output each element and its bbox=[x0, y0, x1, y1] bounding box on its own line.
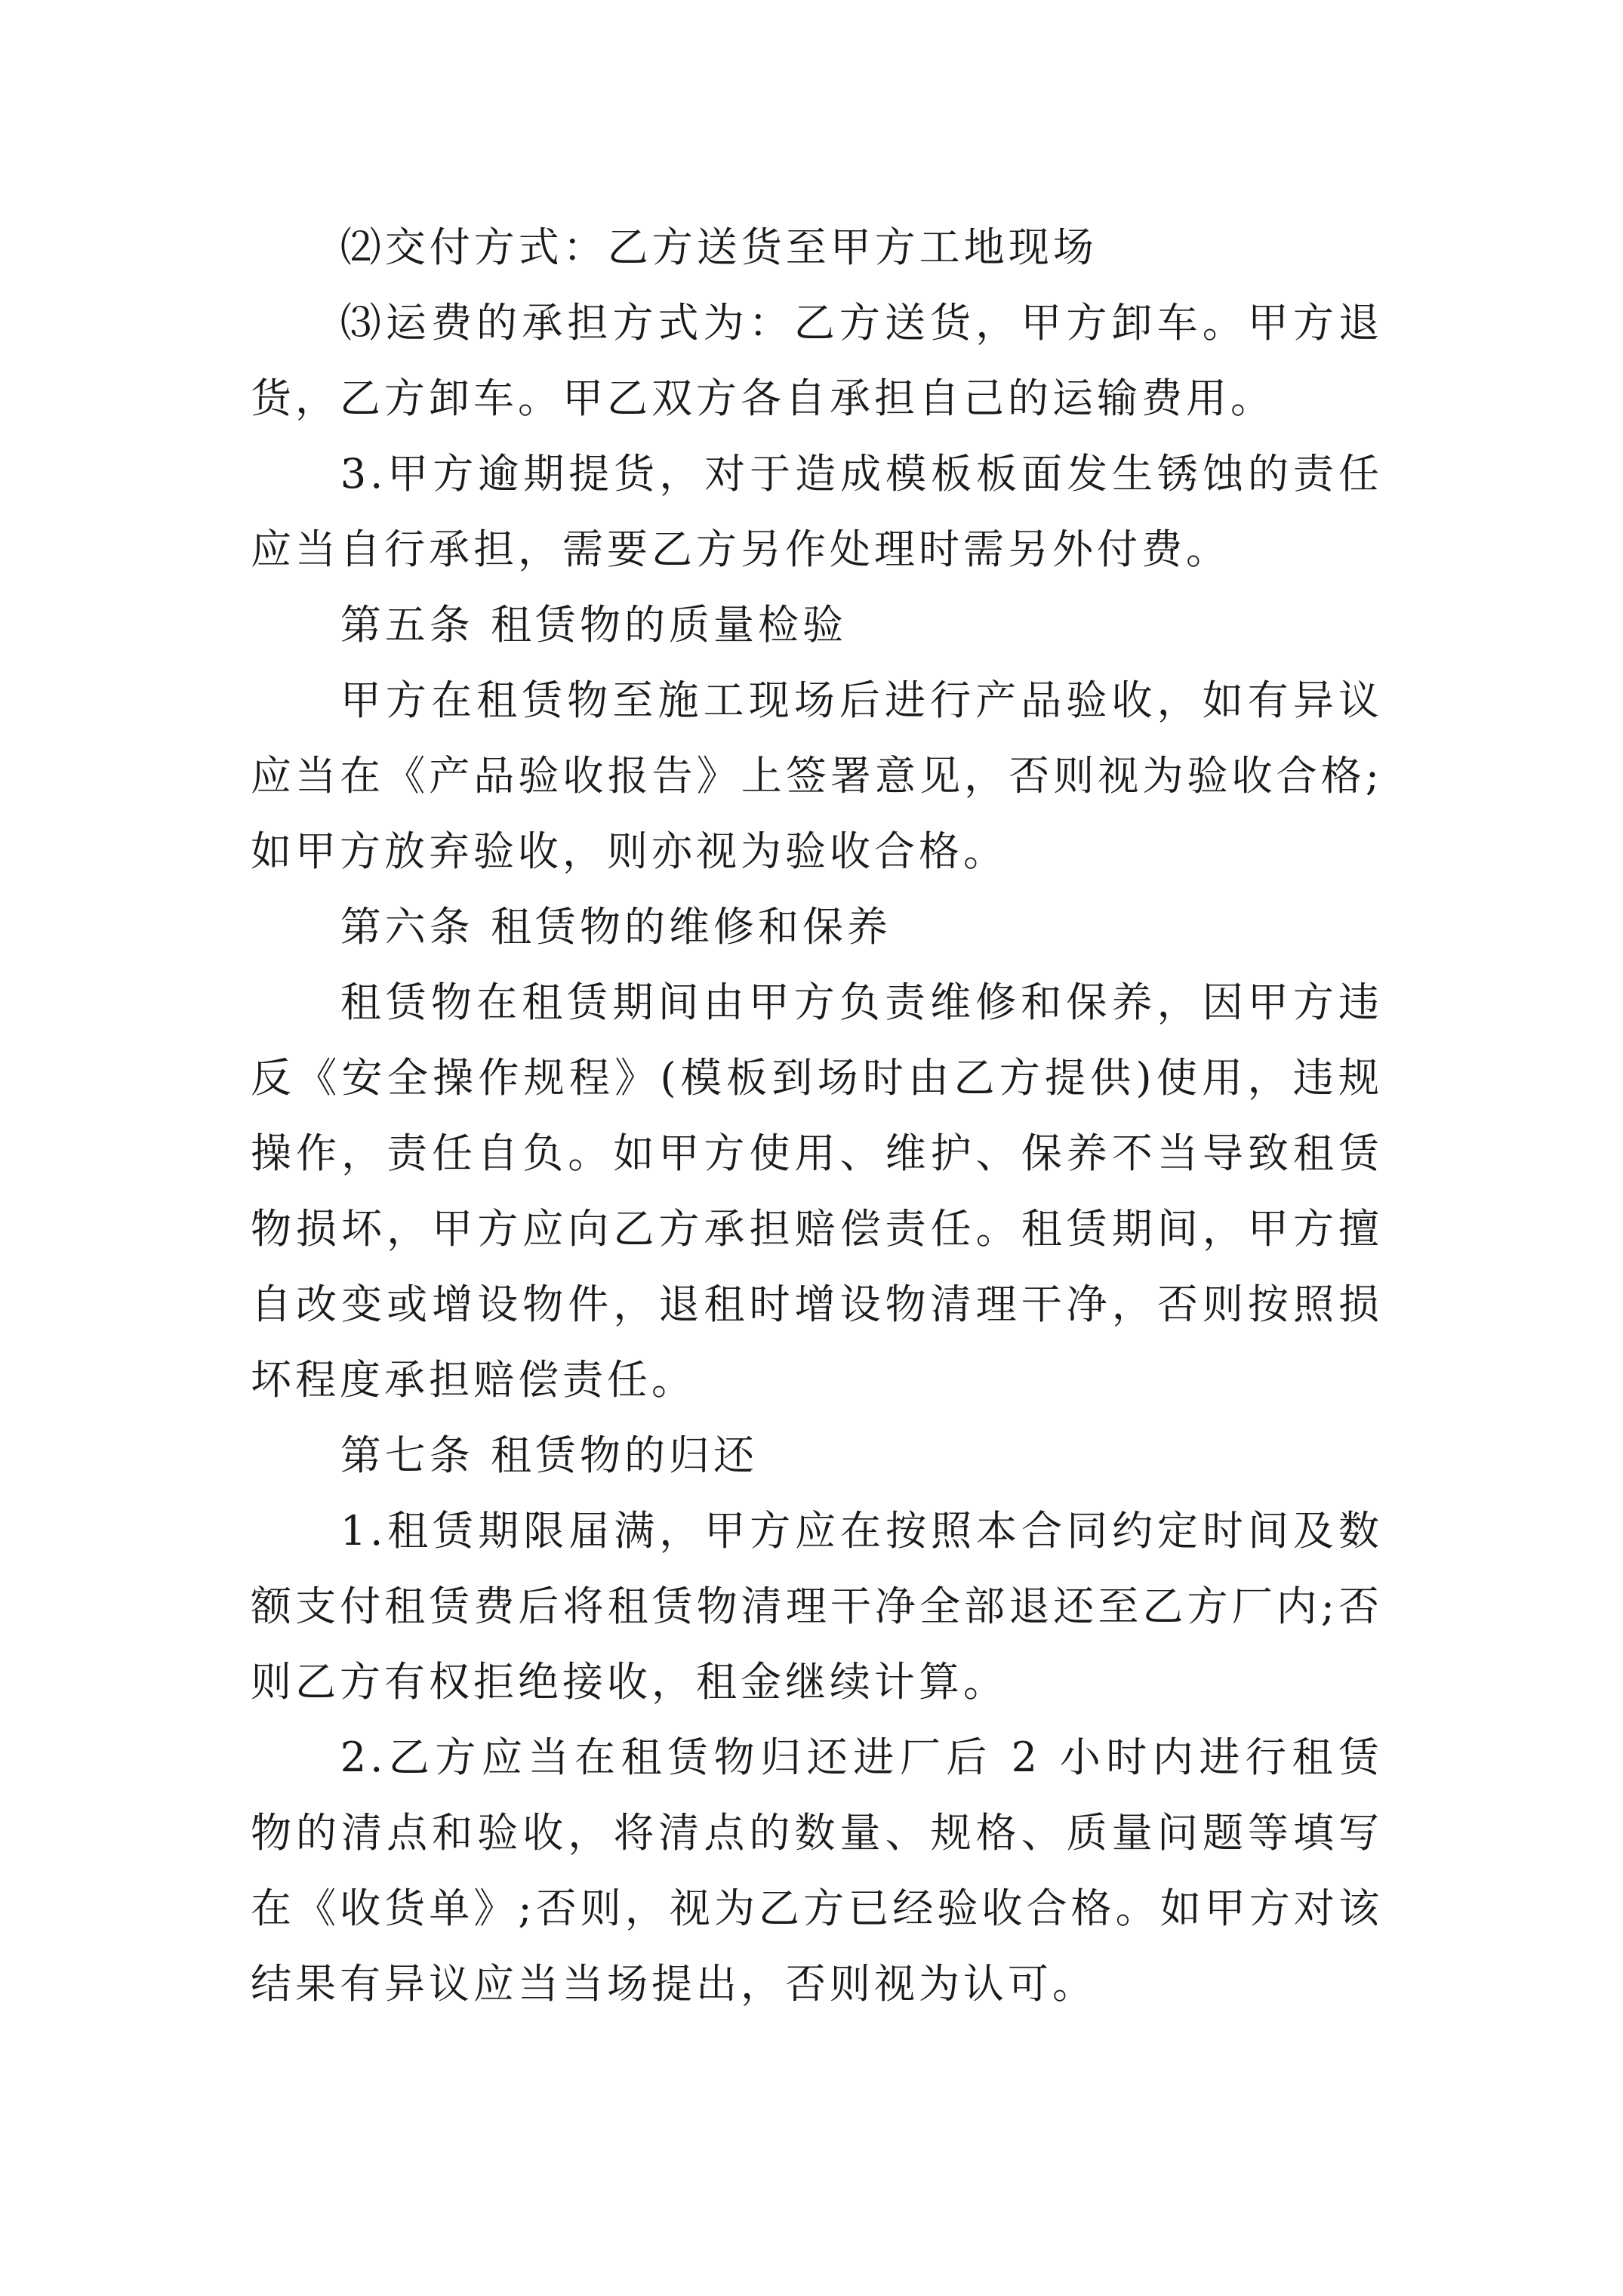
paragraph-freight: ⑶运费的承担方式为：乙方送货，甲方卸车。甲方退货，乙方卸车。甲乙双方各自承担自己的运输费用。 bbox=[251, 299, 1383, 422]
paragraph-overdue-pickup: 3.甲方逾期提货，对于造成模板板面发生锈蚀的责任应当自行承担，需要乙方另作处理时需另外付费。 bbox=[251, 450, 1383, 573]
article-5-heading: 第五条 租赁物的质量检验 bbox=[340, 601, 847, 649]
paragraph-return-1: 1.租赁期限届满，甲方应在按照本合同约定时间及数额支付租赁费后将租赁物清理干净全部退还至乙方厂内;否则乙方有权拒绝接收，租金继续计算。 bbox=[251, 1507, 1383, 1706]
paragraph-return-2: 2.乙方应当在租赁物归还进厂后 2 小时内进行租赁物的清点和验收，将清点的数量、规格、质量问题等填写在《收货单》;否则，视为乙方已经验收合格。如甲方对该结果有异议应当当场提出，否则视为认可。 bbox=[251, 1734, 1383, 2008]
paragraph-maintenance: 租赁物在租赁期间由甲方负责维修和保养，因甲方违反《安全操作规程》(模板到场时由乙方提供)使用，违规操作，责任自负。如甲方使用、维护、保养不当导致租赁物损坏，甲方应向乙方承担赔偿责任。租赁期间，甲方擅自改变或增设物件，退租时增设物清理干净，否则按照损坏程度承担赔偿责任。 bbox=[251, 978, 1383, 1404]
article-6-heading: 第六条 租赁物的维修和保养 bbox=[340, 903, 892, 951]
paragraph-delivery-method: ⑵交付方式：乙方送货至甲方工地现场 bbox=[340, 223, 1098, 271]
document-body bbox=[251, 210, 1383, 2022]
article-7-heading: 第七条 租赁物的归还 bbox=[340, 1432, 758, 1479]
paragraph-quality-inspection: 甲方在租赁物至施工现场后进行产品验收，如有异议应当在《产品验收报告》上签署意见，否则视为验收合格;如甲方放弃验收，则亦视为验收合格。 bbox=[251, 676, 1383, 875]
